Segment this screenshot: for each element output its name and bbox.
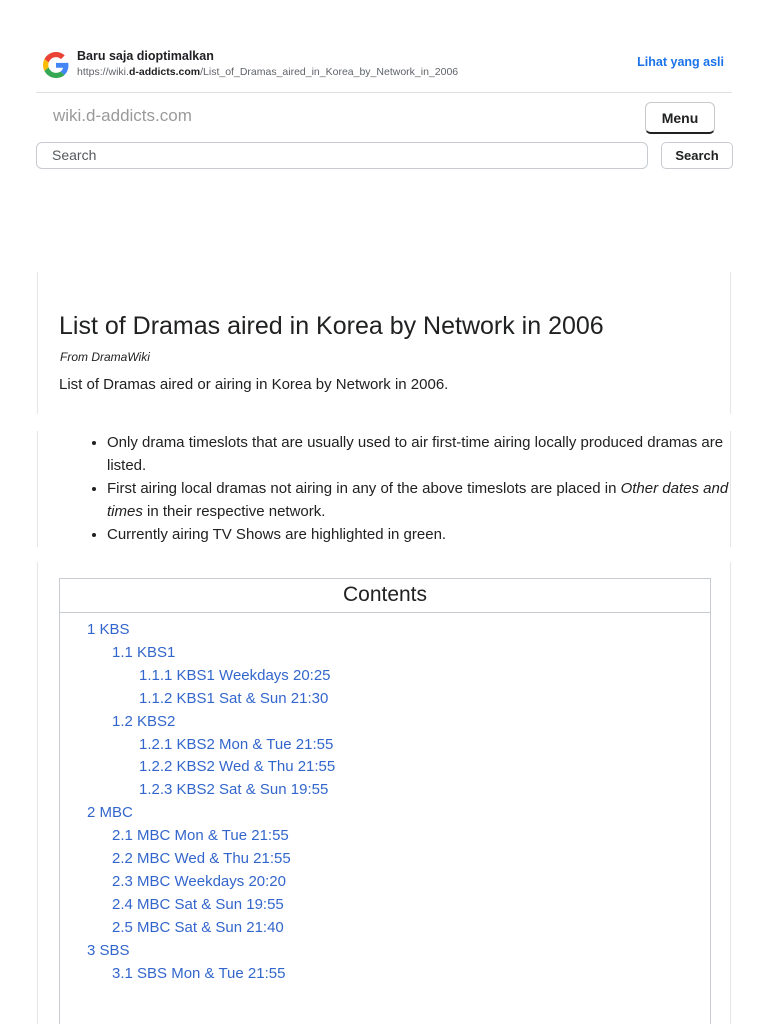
- toc-heading: Contents: [59, 578, 711, 613]
- menu-button[interactable]: Menu: [645, 102, 715, 134]
- view-original-link[interactable]: Lihat yang asli: [637, 55, 724, 69]
- toc-link[interactable]: 2.2 MBC Wed & Thu 21:55: [112, 850, 291, 867]
- notes-list: [88, 431, 737, 546]
- toc-link[interactable]: 3 SBS: [87, 941, 130, 959]
- toc-link[interactable]: 2 MBC: [87, 804, 133, 822]
- toc-link[interactable]: 1.1.2 KBS1 Sat & Sun 21:30: [139, 689, 329, 707]
- banner-url: https://wiki.d-addicts.com/List_of_Dramas_aired_in_Korea_by_Network_in_2006: [77, 66, 459, 78]
- toc-link[interactable]: 1 KBS: [87, 621, 130, 638]
- toc-link[interactable]: 2.1 MBC Mon & Tue 21:55: [112, 827, 289, 845]
- toc-link[interactable]: 1.1 KBS1: [112, 643, 176, 661]
- toc-link[interactable]: 1.2.3 KBS2 Sat & Sun 19:55: [139, 781, 329, 799]
- search-button[interactable]: Search: [661, 142, 733, 169]
- page-title: List of Dramas aired in Korea by Network in 2006: [59, 312, 604, 340]
- toc-link[interactable]: 2.5 MBC Sat & Sun 21:40: [112, 918, 284, 936]
- toc-link[interactable]: 1.1.1 KBS1 Weekdays 20:25: [139, 666, 331, 684]
- list-item: • First airing local dramas not airing in any of the above timeslots are placed in Other dates and times in their respective network.: [107, 477, 737, 523]
- search-input[interactable]: Search: [36, 142, 648, 169]
- toc-list: [59, 613, 711, 1024]
- optimization-banner: [0, 0, 768, 92]
- list-item: • Only drama timeslots that are usually used to air first-time airing locally produced dramas are listed.: [107, 431, 737, 477]
- google-logo-icon: [43, 52, 69, 78]
- site-name[interactable]: wiki.d-addicts.com: [53, 106, 192, 125]
- toc-link[interactable]: 2.4 MBC Sat & Sun 19:55: [112, 895, 284, 913]
- table-of-contents: [59, 578, 711, 1024]
- toc-link[interactable]: 3.1 SBS Mon & Tue 21:55: [112, 964, 286, 982]
- from-dramawiki: From DramaWiki: [60, 350, 150, 364]
- toc-link[interactable]: 1.2.1 KBS2 Mon & Tue 21:55: [139, 735, 334, 753]
- list-item: • Currently airing TV Shows are highlighted in green.: [107, 523, 737, 546]
- banner-divider: [36, 92, 732, 93]
- banner-title: Baru saja dioptimalkan: [77, 49, 214, 63]
- toc-link[interactable]: 2.3 MBC Weekdays 20:20: [112, 872, 286, 890]
- toc-link[interactable]: 1.2.2 KBS2 Wed & Thu 21:55: [139, 758, 336, 776]
- toc-link[interactable]: 1.2 KBS2: [112, 712, 176, 730]
- lead-paragraph: List of Dramas aired or airing in Korea by Network in 2006.: [59, 376, 449, 393]
